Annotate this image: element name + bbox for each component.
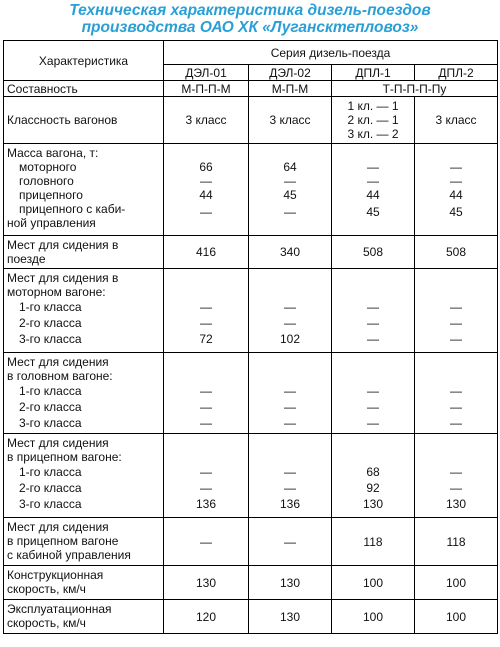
seats-motor-dpl1 (332, 269, 415, 353)
seats-value: — (200, 465, 212, 479)
mass-label-line: головного (19, 174, 74, 188)
mass-dpl1 (332, 144, 415, 236)
seats-value: — (450, 384, 463, 398)
seats-value: — (284, 481, 296, 495)
seats-value: — (284, 384, 296, 398)
mass-dpl2 (415, 144, 498, 236)
mass-value: — (450, 160, 463, 174)
mass-value: 44 (199, 188, 213, 202)
mass-value: 66 (199, 160, 213, 174)
row-seats-trailer (4, 434, 498, 518)
seats-value: — (367, 300, 379, 314)
seats-trailer-cab-dpl1: 118 (332, 518, 415, 566)
mass-value: 45 (366, 205, 380, 219)
car-class-del02: 3 класс (249, 97, 332, 144)
seats-train-dpl1: 508 (332, 236, 415, 269)
seats-motor-label-line: моторном вагоне: (7, 285, 106, 299)
seats-trailer-cab-label-line: Мест для сидения (7, 520, 109, 534)
seats-trailer-del02 (249, 434, 332, 518)
seats-trailer-cab-label (4, 518, 164, 566)
seats-value: — (284, 416, 296, 430)
seats-head-del02 (249, 353, 332, 434)
page-title (0, 2, 500, 36)
seats-trailer-cab-label-line: с кабиной управления (7, 548, 131, 562)
mass-label-line: прицепного (19, 188, 83, 202)
car-class-dpl1-line: 2 кл. — 1 (347, 113, 399, 127)
seats-trailer-cab-dpl2: 118 (415, 518, 498, 566)
operating-speed-label-line: Эксплуатационная (7, 602, 112, 616)
seats-value: — (367, 316, 379, 330)
seats-value: — (450, 416, 463, 430)
header-col-del01: ДЭЛ-01 (164, 65, 249, 81)
seats-value: 136 (195, 497, 217, 511)
design-speed-del02: 130 (249, 566, 332, 600)
seats-value: 68 (366, 465, 380, 479)
seats-train-del01: 416 (164, 236, 249, 269)
operating-speed-dpl1: 100 (332, 600, 415, 634)
seats-train-label-line: Мест для сидения в (7, 238, 119, 252)
design-speed-dpl2: 100 (415, 566, 498, 600)
seats-head-label-line: в головном вагоне: (7, 369, 113, 383)
seats-trailer-label-line: 3-го класса (19, 497, 82, 511)
title-line-1: Техническая характеристика дизель-поездов (69, 2, 431, 19)
seats-head-dpl2 (415, 353, 498, 434)
mass-value: — (450, 174, 463, 188)
design-speed-label-line: Конструкционная (7, 568, 104, 582)
mass-value: — (367, 160, 379, 174)
design-speed-label-line: скорость, км/ч (7, 582, 86, 596)
seats-value: — (284, 465, 296, 479)
seats-trailer-label-line: 2-го класса (19, 481, 82, 495)
mass-value: 64 (283, 160, 297, 174)
seats-train-label-line: поезде (7, 252, 46, 266)
seats-motor-dpl2 (415, 269, 498, 353)
seats-trailer-dpl1 (332, 434, 415, 518)
seats-value: — (284, 316, 296, 330)
operating-speed-label (4, 600, 164, 634)
seats-head-label-line: 1-го класса (19, 384, 82, 398)
seats-value: 136 (279, 497, 301, 511)
mass-value: 45 (283, 188, 297, 202)
seats-train-dpl2: 508 (415, 236, 498, 269)
mass-value: — (200, 174, 212, 188)
seats-value: 130 (446, 497, 467, 511)
seats-head-del01 (164, 353, 249, 434)
seats-value: — (200, 481, 212, 495)
mass-del01 (164, 144, 249, 236)
seats-value: — (200, 416, 212, 430)
seats-trailer-label (4, 434, 164, 518)
spec-table (3, 40, 498, 634)
mass-label-line: моторного (19, 160, 77, 174)
row-seats-head (4, 353, 498, 434)
header-characteristic: Характеристика (4, 41, 164, 81)
mass-value: — (200, 205, 212, 219)
seats-value: — (200, 384, 212, 398)
seats-value: — (450, 481, 463, 495)
seats-motor-del01 (164, 269, 249, 353)
seats-trailer-label-line: 1-го класса (19, 465, 82, 479)
seats-train-label (4, 236, 164, 269)
mass-label-line: прицепного с каби- (19, 202, 126, 216)
row-design-speed (4, 566, 498, 600)
seats-value: — (284, 300, 296, 314)
seats-value: — (450, 400, 463, 414)
mass-value: 44 (366, 188, 380, 202)
seats-value: 92 (366, 481, 380, 495)
composition-del01: М-П-П-М (164, 81, 249, 97)
design-speed-dpl1: 100 (332, 566, 415, 600)
row-seats-train (4, 236, 498, 269)
mass-value: — (284, 174, 296, 188)
seats-head-label-line: Мест для сидения (7, 355, 109, 369)
seats-value: — (367, 400, 379, 414)
header-col-del02: ДЭЛ-02 (249, 65, 332, 81)
operating-speed-del02: 130 (249, 600, 332, 634)
row-seats-trailer-cab (4, 518, 498, 566)
operating-speed-label-line: скорость, км/ч (7, 616, 86, 630)
seats-trailer-dpl2 (415, 434, 498, 518)
header-series-group: Серия дизель-поезда (164, 41, 498, 65)
seats-value: — (450, 465, 463, 479)
car-class-dpl1-line: 1 кл. — 1 (347, 99, 399, 113)
row-mass (4, 144, 498, 236)
header-col-dpl1: ДПЛ-1 (332, 65, 415, 81)
seats-value: — (200, 316, 212, 330)
row-composition (4, 81, 498, 97)
seats-motor-del02 (249, 269, 332, 353)
seats-value: — (367, 384, 379, 398)
header-row-1 (4, 41, 498, 65)
seats-head-label-line: 2-го класса (19, 400, 82, 414)
design-speed-del01: 130 (164, 566, 249, 600)
seats-value: — (367, 332, 379, 346)
seats-motor-label-line: 2-го класса (19, 316, 82, 330)
design-speed-label (4, 566, 164, 600)
seats-motor-label-line: Мест для сидения в (7, 271, 119, 285)
seats-value: — (200, 400, 212, 414)
seats-trailer-cab-del01: — (164, 518, 249, 566)
seats-motor-label-line: 1-го класса (19, 300, 82, 314)
operating-speed-dpl2: 100 (415, 600, 498, 634)
car-class-del01: 3 класс (164, 97, 249, 144)
seats-value: — (450, 332, 463, 346)
mass-label-line: ной управления (7, 216, 96, 230)
title-line-2: производства ОАО ХК «Лугансктепловоз» (81, 19, 419, 36)
seats-value: — (367, 416, 379, 430)
seats-head-label (4, 353, 164, 434)
mass-value: — (284, 205, 296, 219)
operating-speed-del01: 120 (164, 600, 249, 634)
header-col-dpl2: ДПЛ-2 (415, 65, 498, 81)
car-class-label: Классность вагонов (4, 97, 164, 144)
car-class-dpl1-line: 3 кл. — 2 (347, 127, 399, 141)
mass-label (4, 144, 164, 236)
seats-value: — (200, 300, 212, 314)
seats-value: 102 (279, 332, 301, 346)
seats-value: — (450, 300, 463, 314)
seats-head-dpl1 (332, 353, 415, 434)
row-seats-motor (4, 269, 498, 353)
composition-label: Составность (4, 81, 164, 97)
seats-motor-label (4, 269, 164, 353)
mass-value: 45 (449, 205, 463, 219)
seats-trailer-cab-label-line: в прицепном вагоне (7, 534, 119, 548)
seats-value: 130 (362, 497, 384, 511)
car-class-dpl1 (332, 97, 415, 144)
seats-head-label-line: 3-го класса (19, 416, 82, 430)
seats-trailer-cab-del02: — (249, 518, 332, 566)
mass-del02 (249, 144, 332, 236)
row-car-class (4, 97, 498, 144)
seats-trailer-del01 (164, 434, 249, 518)
seats-trailer-label-line: Мест для сидения (7, 436, 109, 450)
mass-value: 44 (449, 188, 463, 202)
seats-motor-label-line: 3-го класса (19, 332, 82, 346)
seats-value: — (450, 316, 463, 330)
seats-trailer-label-line: в прицепном вагоне: (7, 450, 122, 464)
mass-value: — (367, 174, 379, 188)
composition-del02: М-П-М (249, 81, 332, 97)
seats-value: 72 (199, 332, 213, 346)
composition-dpl: Т-П-П-П-Пу (332, 81, 498, 97)
car-class-dpl2: 3 класс (415, 97, 498, 144)
seats-value: — (284, 400, 296, 414)
spec-table-container (3, 40, 498, 634)
mass-label-line: Масса вагона, т: (7, 146, 99, 160)
seats-train-del02: 340 (249, 236, 332, 269)
row-operating-speed (4, 600, 498, 634)
